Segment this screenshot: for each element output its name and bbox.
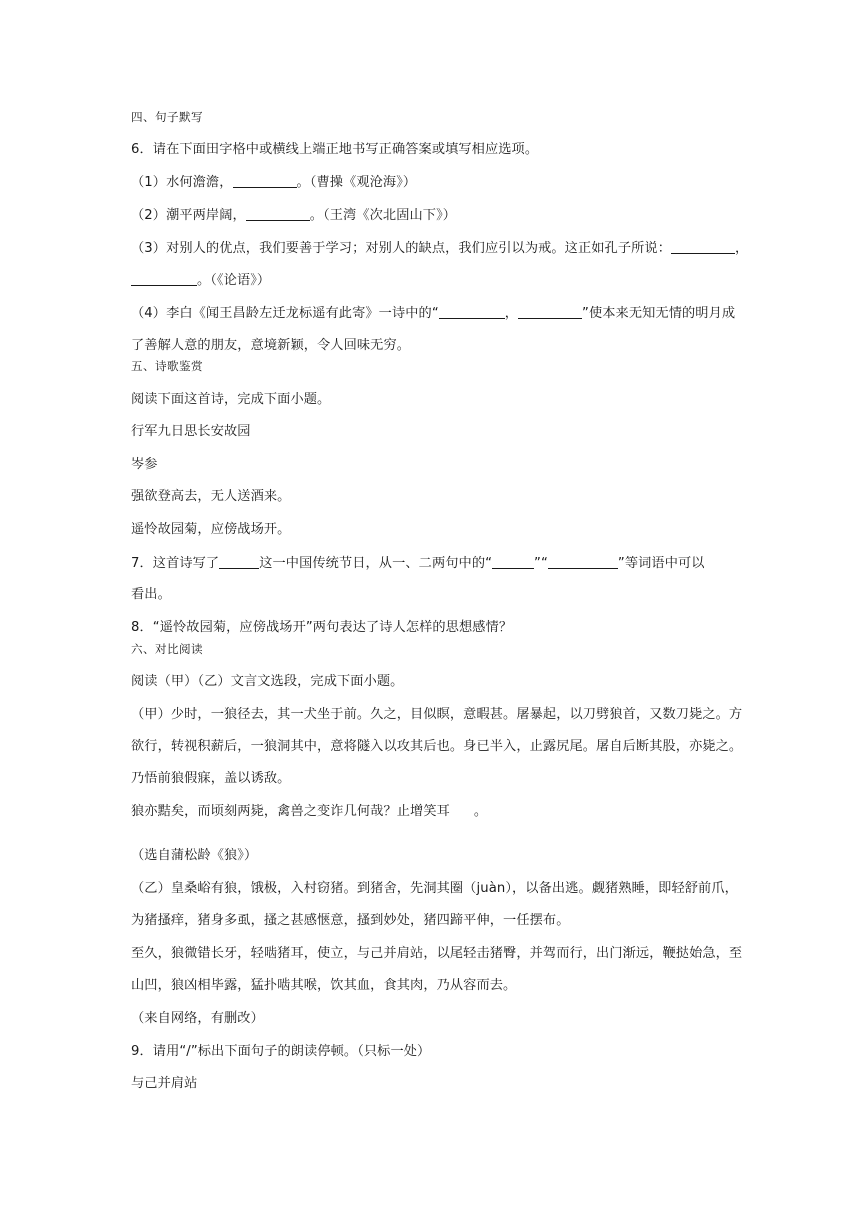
question-6-item-4-line-2: 了善解人意的朋友，意境新颖，令人回味无穷。: [131, 338, 411, 353]
item-4-comma: ，: [504, 306, 519, 321]
question-6-item-3-line-2: [131, 271, 270, 290]
passage-yi-line-3: 至久，狼微错长牙，轻啮猪耳，使立，与己并肩站，以尾轻击猪臀，并驾而行，出门渐远，鞭挞始急，至: [131, 946, 743, 961]
answer-blank[interactable]: [233, 173, 297, 188]
item-4-text: （4）李白《闻王昌龄左迁龙标遥有此寄》一诗中的“: [131, 306, 439, 321]
answer-blank[interactable]: [131, 271, 197, 286]
q7-text-d: ”等词语中可以: [617, 556, 705, 571]
poem-intro: 阅读下面这首诗，完成下面小题。: [131, 392, 331, 407]
passage-jia-source: （选自蒲松龄《狼》）: [131, 848, 258, 863]
passage-yi-source: （来自网络，有删改）: [131, 1011, 264, 1026]
question-7-line-2: 看出。: [131, 587, 171, 602]
reading-intro: 阅读（甲）（乙）文言文选段，完成下面小题。: [131, 674, 404, 689]
passage-yi-line-4: 山凹，狼凶相毕露，猛扑啮其喉，饮其血，食其肉，乃从容而去。: [131, 978, 517, 993]
item-4-text-end: ”使本来无知无情的明月成: [582, 306, 736, 321]
answer-blank[interactable]: [548, 554, 618, 569]
answer-blank[interactable]: [439, 304, 505, 319]
question-6-item-4-line-1: [131, 304, 735, 323]
section-heading-five: 五、诗歌鉴赏: [131, 359, 203, 373]
question-6-stem: 6．请在下面田字格中或横线上端正地书写正确答案或填写相应选项。: [131, 142, 539, 157]
question-7-line-1: [131, 554, 705, 573]
passage-yi-line-2: 为猪搔痒，猪身多虱，搔之甚感惬意，搔到妙处，猪四蹄平伸，一任摆布。: [131, 913, 570, 928]
poem-line-2: 遥怜故园菊，应傍战场开。: [131, 522, 291, 537]
answer-blank[interactable]: [219, 554, 259, 569]
question-6-item-2: [131, 206, 456, 225]
passage-yi-line-1: （乙）皇桑峪有狼，饿极，入村窃猪。到猪舍，先洞其圈（juàn），以备出逃。觑猪熟睡，即轻舒前爪，: [131, 881, 738, 896]
question-6-item-1: [131, 173, 416, 192]
item-2-source: 。（王湾《次北固山下》）: [309, 208, 457, 223]
section-heading-six: 六、对比阅读: [131, 642, 203, 656]
poem-author: 岑参: [131, 457, 158, 472]
passage-jia-line-3: 乃悟前狼假寐，盖以诱敌。: [131, 771, 291, 786]
jia-line-4-text: 狼亦黠矣，而顷刻两毙，禽兽之变诈几何哉？止增笑耳: [131, 804, 450, 819]
poem-title: 行军九日思长安故园: [131, 424, 251, 439]
question-8: 8．“遥怜故园菊，应傍战场开”两句表达了诗人怎样的思想感情？: [131, 620, 513, 635]
question-9-sentence: 与己并肩站: [131, 1076, 198, 1091]
q7-text-c: ”“: [534, 556, 548, 571]
question-6-item-3-line-1: [131, 239, 748, 258]
item-1-source: 。（曹操《观沧海》）: [296, 175, 417, 190]
answer-blank[interactable]: [671, 239, 735, 254]
item-2-text: （2）潮平两岸阔，: [131, 208, 246, 223]
answer-blank[interactable]: [518, 304, 582, 319]
item-3-text: （3）对别人的优点，我们要善于学习；对别人的缺点，我们应引以为戒。这正如孔子所说：: [131, 241, 671, 256]
answer-blank[interactable]: [492, 554, 534, 569]
item-1-text: （1）水何澹澹，: [131, 175, 233, 190]
passage-jia-line-4: [131, 803, 487, 821]
jia-line-4-end: 。: [473, 804, 488, 819]
item-3-comma: ，: [735, 241, 749, 256]
section-heading-four: 四、句子默写: [131, 110, 203, 124]
question-9: 9．请用“/”标出下面句子的朗读停顿。（只标一处）: [131, 1044, 431, 1059]
q7-text-b: 这一中国传统节日，从一、二两句中的“: [259, 556, 493, 571]
answer-blank[interactable]: [246, 206, 310, 221]
item-3-source: 。（《论语》）: [197, 273, 271, 288]
passage-jia-line-2: 欲行，转视积薪后，一狼洞其中，意将隧入以攻其后也。身已半入，止露尻尾。屠自后断其股，亦毙之。: [131, 739, 743, 754]
q7-text-a: 7．这首诗写了: [131, 556, 220, 571]
poem-line-1: 强欲登高去，无人送酒来。: [131, 489, 291, 504]
passage-jia-line-1: （甲）少时，一狼径去，其一犬坐于前。久之，目似瞑，意暇甚。屠暴起，以刀劈狼首，又数刀毙之。方: [131, 707, 743, 722]
